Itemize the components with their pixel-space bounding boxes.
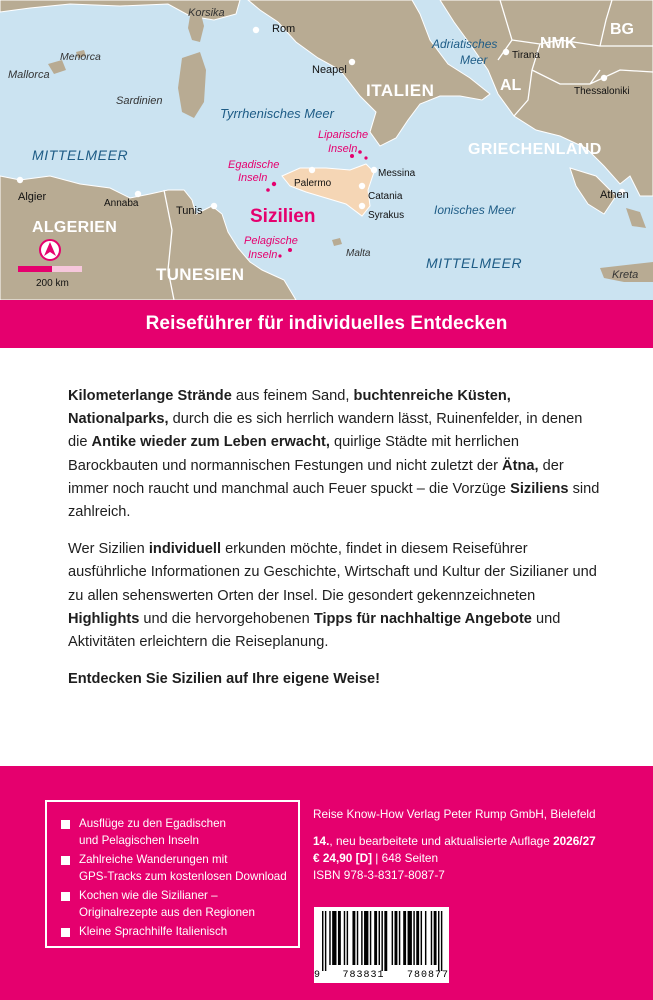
feature-item — [61, 816, 288, 849]
scale-label: 200 km — [36, 278, 69, 289]
barcode-bar — [416, 911, 419, 965]
barcode-bar — [399, 911, 400, 965]
description-paragraph-1 — [68, 385, 600, 524]
barcode-bar — [347, 911, 348, 965]
barcode-bar — [421, 911, 422, 965]
body-text-segment: und die hervorgehobenen — [139, 610, 314, 627]
label-tyrrhenisches: Tyrrhenisches Meer — [220, 106, 334, 121]
barcode-bar — [408, 911, 412, 965]
label-al: AL — [500, 77, 522, 94]
highlight-text: Kilometerlange Strände — [68, 388, 232, 404]
barcode-bar — [338, 911, 341, 965]
highlight-text: Antike wieder zum Leben erwacht, — [91, 434, 330, 451]
label-mittelmeer-east: MITTELMEER — [426, 255, 523, 271]
barcode-group-1: 783831 — [342, 970, 385, 981]
body-text-segment: aus feinem Sand, — [231, 388, 354, 404]
barcode-bar — [395, 911, 398, 965]
label-sardinien: Sardinien — [116, 95, 163, 107]
body-text-segment: sind zahlreich. — [68, 480, 600, 521]
label-algerien: ALGERIEN — [32, 219, 118, 236]
feature-text: Ausflüge zu den Egadischen — [79, 817, 226, 830]
label-messina: Messina — [378, 168, 416, 179]
label-annaba: Annaba — [104, 198, 139, 209]
label-ionisches: Ionisches Meer — [434, 203, 516, 217]
features-box — [45, 800, 300, 948]
feature-text: Zahlreiche Wanderungen mit — [79, 853, 228, 866]
label-liparische-2: Inseln — [328, 143, 358, 155]
body-text-segment: erkunden möchte, findet in diesem Reiseführer ausführliche Informationen zu Geschichte, Wirtschaft und Kultur der Sizilianer und zu allen sehenswerten Orten der Insel. Die gesondert gekennzeichneten — [68, 541, 597, 604]
feature-text: GPS-Tracks zum kostenlosen Download — [79, 869, 287, 883]
north-arrow-icon — [40, 240, 60, 260]
isbn: ISBN 978-3-8317-8087-7 — [313, 868, 445, 882]
label-bg: BG — [610, 21, 634, 38]
label-athen: Athen — [600, 189, 629, 201]
publisher-info — [313, 806, 596, 884]
label-kreta: Kreta — [612, 269, 639, 281]
square-bullet-icon — [61, 820, 70, 829]
barcode-bar — [381, 911, 382, 971]
barcode-bar — [413, 911, 414, 965]
label-tunesien: TUNESIEN — [156, 265, 245, 284]
body-text-segment: durch die es sich herrlich wandern lässt, Ruinenfelder, in denen die — [68, 411, 583, 451]
body-text-segment: und Aktivitäten erleichtern die Reiseplanung. — [68, 610, 561, 651]
barcode — [314, 907, 449, 983]
body-text-segment: quirlige Städte mit herrlichen Barockbauten und normannischen Festungen und nicht zuletzt der — [68, 434, 519, 474]
feature-text: und Pelagischen Inseln — [79, 833, 199, 847]
barcode-bar — [344, 911, 345, 965]
body-text-segment: der immer noch raucht und manchmal auch Feuer spuckt – die Vorzüge — [68, 457, 564, 497]
label-adriatisches-1: Adriatisches — [432, 37, 498, 51]
label-adriatisches-2: Meer — [460, 53, 488, 67]
feature-text: Kochen wie die Sizilianer – — [79, 889, 218, 902]
label-catania: Catania — [368, 191, 403, 202]
barcode-bar — [329, 911, 330, 965]
label-syrakus: Syrakus — [368, 210, 405, 221]
barcode-bar — [370, 911, 371, 965]
description-paragraph-3: Entdecken Sie Sizilien auf Ihre eigene Weise! — [68, 671, 380, 688]
barcode-bar — [352, 911, 355, 965]
tagline-text: Reiseführer für individuelles Entdecken — [145, 313, 508, 334]
square-bullet-icon — [61, 892, 70, 901]
label-italien: ITALIEN — [366, 81, 435, 100]
barcode-bar — [379, 911, 380, 965]
highlight-text: Ätna, — [502, 457, 539, 474]
body-text-segment: Wer Sizilien — [68, 541, 149, 558]
barcode-bar — [403, 911, 406, 965]
label-liparische-1: Liparische — [318, 129, 369, 141]
description-paragraph-2 — [68, 538, 600, 654]
square-bullet-icon — [61, 928, 70, 937]
label-tunis: Tunis — [176, 205, 203, 217]
highlight-text: buchtenreiche Küsten, Nationalparks, — [68, 388, 511, 428]
barcode-bar — [392, 911, 393, 965]
label-neapel: Neapel — [312, 64, 347, 76]
barcode-bar — [425, 911, 426, 965]
label-malta: Malta — [346, 248, 371, 259]
barcode-bar — [374, 911, 377, 965]
mediterranean-map — [0, 0, 653, 300]
label-egadische-2: Inseln — [238, 172, 268, 184]
highlight-text: Tipps für nachhaltige Angebote — [313, 610, 532, 627]
barcode-bar — [361, 911, 362, 965]
feature-item — [61, 924, 288, 941]
label-pelagische-1: Pelagische — [244, 235, 298, 247]
description — [68, 385, 600, 705]
label-pelagische-2: Inseln — [248, 249, 278, 261]
feature-item — [61, 888, 288, 921]
label-thessaloniki: Thessaloniki — [574, 86, 630, 97]
barcode-bar — [364, 911, 368, 965]
label-mittelmeer-west: MITTELMEER — [32, 147, 129, 163]
label-sizilien: Sizilien — [250, 206, 316, 227]
barcode-bar — [438, 911, 439, 971]
barcode-bar — [325, 911, 326, 971]
barcode-bar — [384, 911, 387, 971]
label-griechenland: GRIECHENLAND — [468, 141, 602, 158]
highlight-text: Siziliens — [510, 480, 569, 497]
barcode-bar — [357, 911, 358, 965]
barcode-digit-prefix: 9 — [314, 970, 321, 981]
label-tirana: Tirana — [512, 50, 540, 61]
barcode-group-2: 780877 — [406, 970, 449, 981]
barcode-bar — [332, 911, 336, 965]
label-nmk: NMK — [540, 35, 577, 52]
label-mallorca: Mallorca — [8, 69, 50, 81]
map-illustration — [0, 0, 653, 300]
highlight-text: Highlights — [68, 610, 140, 627]
square-bullet-icon — [61, 856, 70, 865]
feature-text: Kleine Sprachhilfe Italienisch — [79, 925, 228, 938]
label-algier: Algier — [18, 191, 47, 203]
barcode-bar — [322, 911, 323, 971]
label-menorca: Menorca — [60, 51, 101, 63]
tagline-banner — [0, 300, 653, 348]
edition-line: 14., neu bearbeitete und aktualisierte Auflage 2026/27 — [313, 834, 596, 848]
label-egadische-1: Egadische — [228, 159, 280, 171]
label-palermo: Palermo — [294, 178, 332, 189]
barcode-bar — [441, 911, 442, 971]
label-rom: Rom — [272, 23, 296, 35]
price-line: € 24,90 [D] | 648 Seiten — [313, 851, 439, 865]
label-korsika: Korsika — [188, 7, 225, 19]
highlight-text: individuell — [148, 541, 222, 558]
barcode-bar — [434, 911, 437, 965]
publisher-name: Reise Know-How Verlag Peter Rump GmbH, Bielefeld — [313, 807, 596, 821]
feature-text: Originalrezepte aus den Regionen — [79, 905, 255, 919]
feature-item — [61, 852, 288, 885]
barcode-bar — [431, 911, 432, 965]
